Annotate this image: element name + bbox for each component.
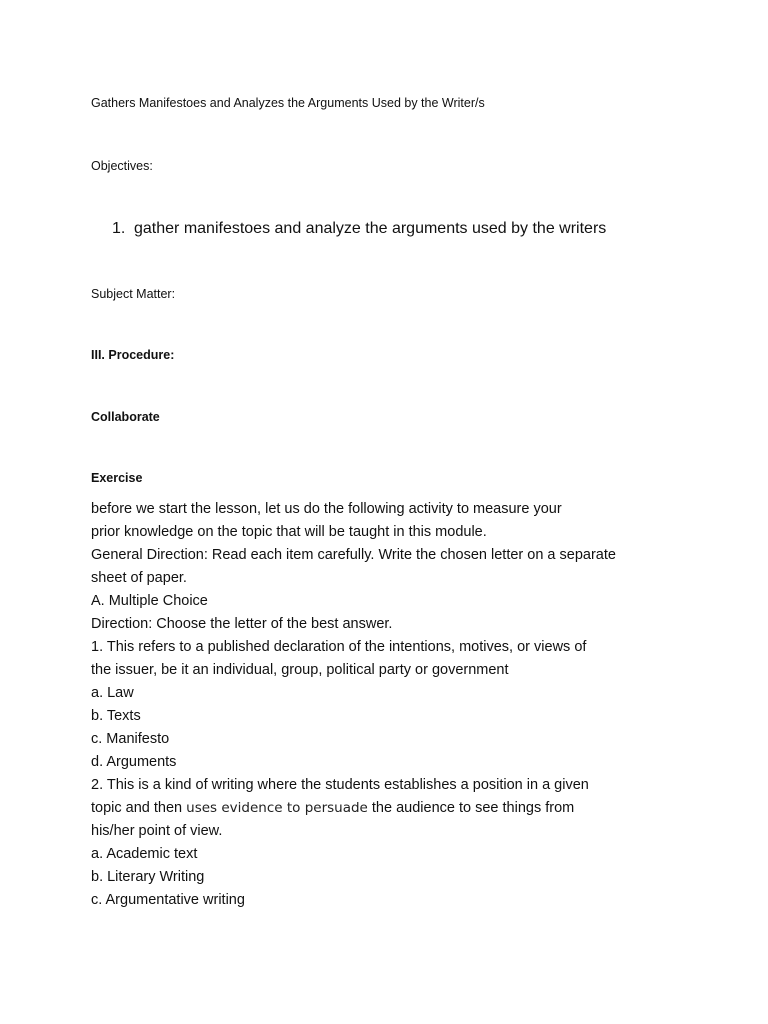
question-1-choice-b: b. Texts [91,708,141,724]
question-1-line-2: the issuer, be it an individual, group, political party or government [91,662,509,678]
document-title: Gathers Manifestoes and Analyzes the Arguments Used by the Writer/s [91,96,485,110]
section-multiple-choice: A. Multiple Choice [91,593,208,609]
objective-number: 1. [112,220,126,237]
mixed-text-before: topic and then [91,800,187,816]
general-direction-line-1: General Direction: Read each item carefully. Write the chosen letter on a separate [91,547,616,563]
question-2-line-3: his/her point of view. [91,823,223,839]
question-1-choice-d: d. Arguments [91,754,177,770]
question-2-choice-a: a. Academic text [91,846,198,862]
exercise-heading: Exercise [91,471,143,485]
question-2-line-1: 2. This is a kind of writing where the students establishes a position in a given [91,777,589,793]
question-2-choice-c: c. Argumentative writing [91,892,245,908]
mixed-text-highlight: uses evidence to persuade [186,800,368,816]
objective-text: gather manifestoes and analyze the arguments used by the writers [134,220,607,237]
subject-matter-heading: Subject Matter: [91,287,176,301]
exercise-body [91,498,731,912]
mixed-text-after: the audience to see things from [367,800,575,816]
objective-item [112,218,606,240]
collaborate-heading: Collaborate [91,410,160,424]
body-line-intro-1: before we start the lesson, let us do the following activity to measure your [91,501,562,517]
question-2-line-2 [91,797,731,820]
direction-line: Direction: Choose the letter of the best answer. [91,616,393,632]
objectives-heading: Objectives: [91,159,153,173]
body-line-intro-2: prior knowledge on the topic that will be taught in this module. [91,524,487,540]
procedure-heading: III. Procedure: [91,348,175,362]
question-1-line-1: 1. This refers to a published declaration of the intentions, motives, or views of [91,639,587,655]
question-2-choice-b: b. Literary Writing [91,869,205,885]
general-direction-line-2: sheet of paper. [91,570,187,586]
question-1-choice-a: a. Law [91,685,134,701]
question-1-choice-c: c. Manifesto [91,731,170,747]
